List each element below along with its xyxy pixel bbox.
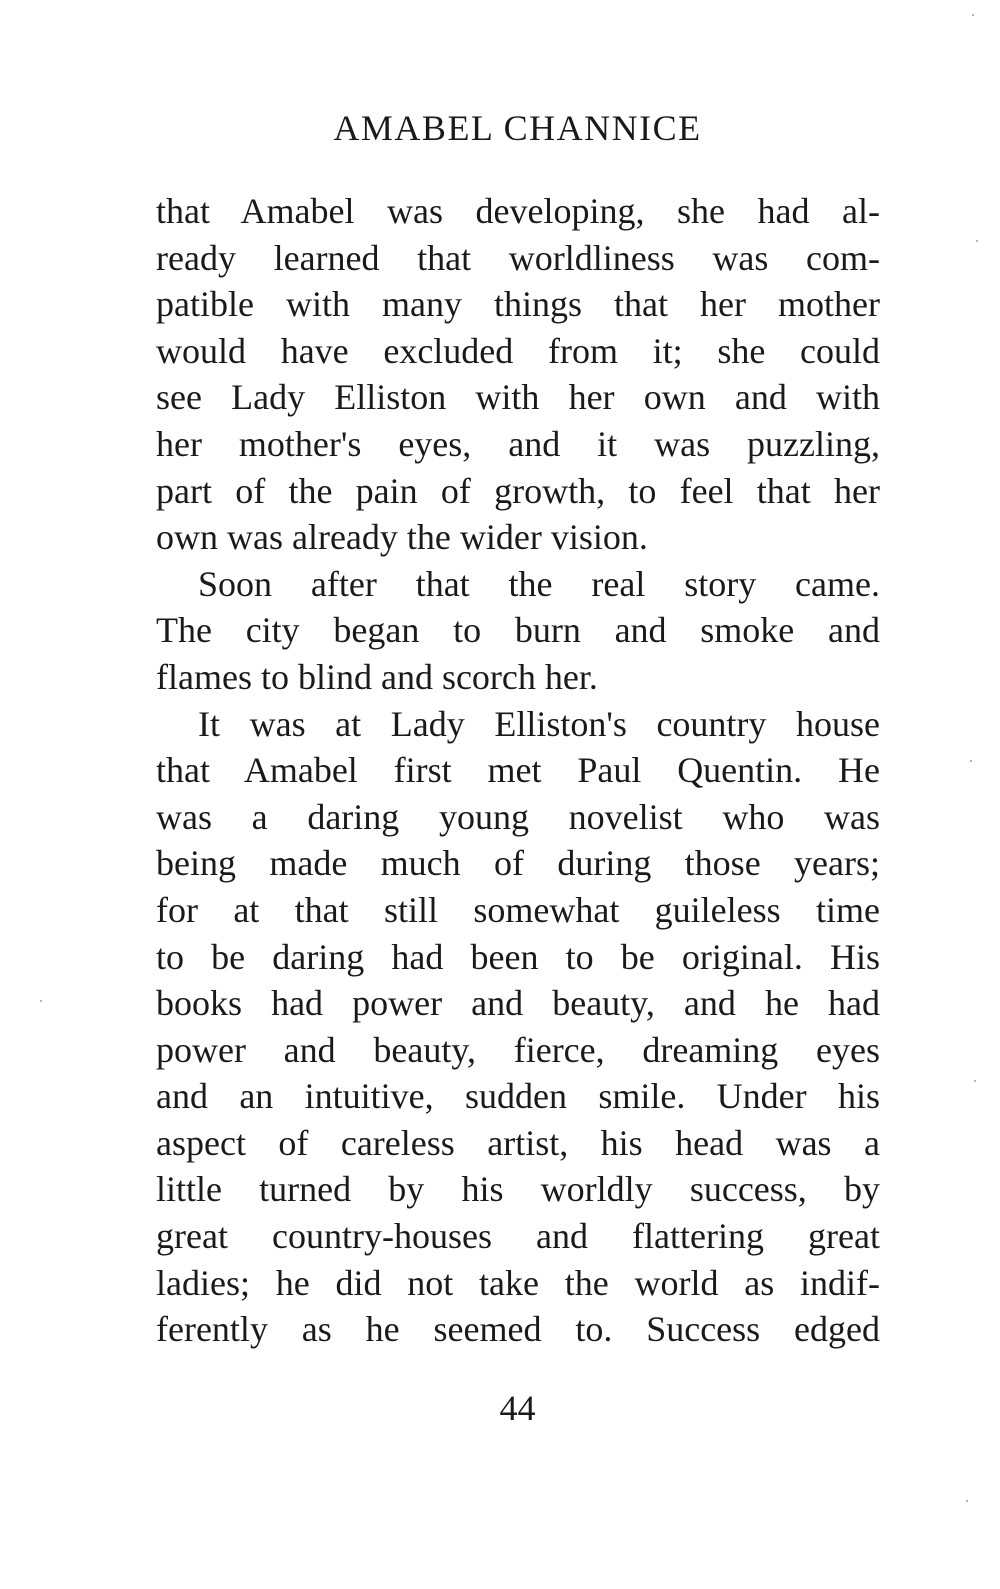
text-line: would have excluded from it; she could [156,330,880,371]
running-head: AMABEL CHANNICE [333,108,702,148]
text-line: that Amabel first met Paul Quentin. He [156,750,880,791]
scan-speck [966,1500,968,1502]
text-line: see Lady Elliston with her own and with [156,377,880,418]
scan-speck [970,760,972,762]
text-line: books had power and beauty, and he had [156,983,880,1024]
body-text [156,188,880,1399]
text-line: The city began to burn and smoke and [156,610,880,651]
text-line: to be daring had been to be original. His [156,936,880,977]
scan-speck [40,1000,42,1002]
scan-speck [976,240,978,242]
text-line: power and beauty, fierce, dreaming eyes [156,1029,880,1070]
scan-speck [972,14,974,16]
text-line: being made much of during those years; [156,843,880,884]
text-line: part of the pain of growth, to feel that her [156,470,880,511]
scan-speck [974,1080,976,1082]
paragraph [156,188,880,561]
text-line: for at that still somewhat guileless time [156,889,880,930]
text-line: aspect of careless artist, his head was a [156,1122,880,1163]
text-line: ferently as he seemed to. Success edged [156,1309,880,1350]
text-line: was a daring young novelist who was [156,796,880,837]
text-line: little turned by his worldly success, by [156,1169,880,1210]
text-line: patible with many things that her mother [156,284,880,325]
text-line: It was at Lady Elliston's country house [198,703,880,744]
paragraph [156,561,880,701]
text-line: that Amabel was developing, she had al- [156,191,880,231]
page-number: 44 [499,1388,536,1428]
text-line: Soon after that the real story came. [198,563,880,604]
text-line: her mother's eyes, and it was puzzling, [156,423,880,464]
text-line: ladies; he did not take the world as indif- [156,1262,880,1303]
paragraph [156,701,880,1400]
text-line: ready learned that worldliness was com- [156,237,880,278]
text-line: own was already the wider vision. [156,517,648,558]
text-line: flames to blind and scorch her. [156,656,598,697]
text-line: great country-houses and flattering great [156,1216,880,1257]
text-line: and an intuitive, sudden smile. Under his [156,1076,880,1117]
